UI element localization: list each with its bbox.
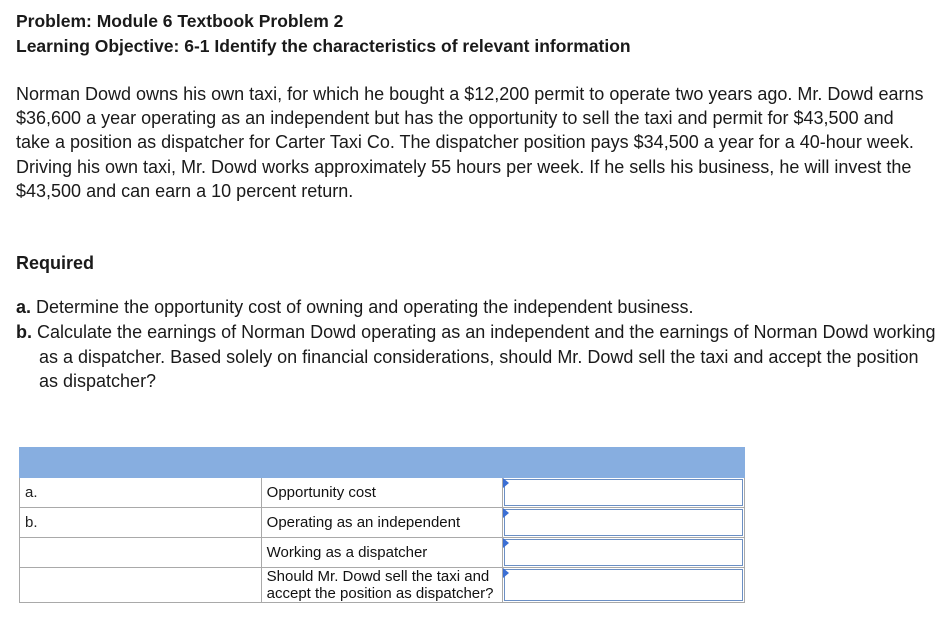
requirement-a-text: Determine the opportunity cost of owning and operating the independent business. [36,297,694,317]
independent-earnings-input[interactable] [504,509,743,536]
dispatcher-earnings-cell [503,538,745,568]
input-marker-icon [503,508,509,518]
required-heading: Required [16,253,95,273]
input-marker-icon [503,568,509,578]
requirement-a-letter: a. [16,297,32,317]
learning-objective: Learning Objective: 6-1 Identify the characteristics of relevant information [16,36,631,56]
requirement-b-text: Calculate the earnings of Norman Dowd operating as an independent and the earnings of Norman Dowd working as a dispatcher. Based solely on financial considerations, should Mr. Dowd sell the taxi and accept the position as dispatcher? [37,322,936,391]
row-letter [20,568,262,603]
row-label: Operating as an independent [261,508,503,538]
table-row [20,568,745,603]
opportunity-cost-cell [503,478,745,508]
problem-title: Problem: Module 6 Textbook Problem 2 [16,11,344,31]
table-row [20,478,745,508]
table-row [20,538,745,568]
sell-decision-cell [503,568,745,603]
dispatcher-earnings-input[interactable] [504,539,743,566]
input-marker-icon [503,538,509,548]
answer-table-header [20,448,745,478]
requirement-b [16,320,936,394]
row-label: Should Mr. Dowd sell the taxi and accept the position as dispatcher? [261,568,503,603]
row-label: Opportunity cost [261,478,503,508]
problem-description: Norman Dowd owns his own taxi, for which he bought a $12,200 permit to operate two years ago. Mr. Dowd earns $36,600 a year operating as an independent but has the opportunity to sell the taxi and permit for $43,500 and take a position as dispatcher for Carter Taxi Co. The dispatcher position pays $34,500 a year for a 40-hour week. Driving his own taxi, Mr. Dowd works approximately 55 hours per week. If he sells his business, he will invest the $43,500 and can earn a 10 percent return. [16,84,924,201]
sell-decision-dropdown[interactable] [504,569,743,601]
row-label: Working as a dispatcher [261,538,503,568]
row-letter: a. [20,478,262,508]
row-letter [20,538,262,568]
requirement-b-letter: b. [16,322,32,342]
table-row [20,508,745,538]
requirement-a [16,295,936,320]
answer-table [19,447,745,603]
independent-earnings-cell [503,508,745,538]
opportunity-cost-input[interactable] [504,479,743,506]
row-letter: b. [20,508,262,538]
answer-table-header-cell [20,448,745,478]
input-marker-icon [503,478,509,488]
